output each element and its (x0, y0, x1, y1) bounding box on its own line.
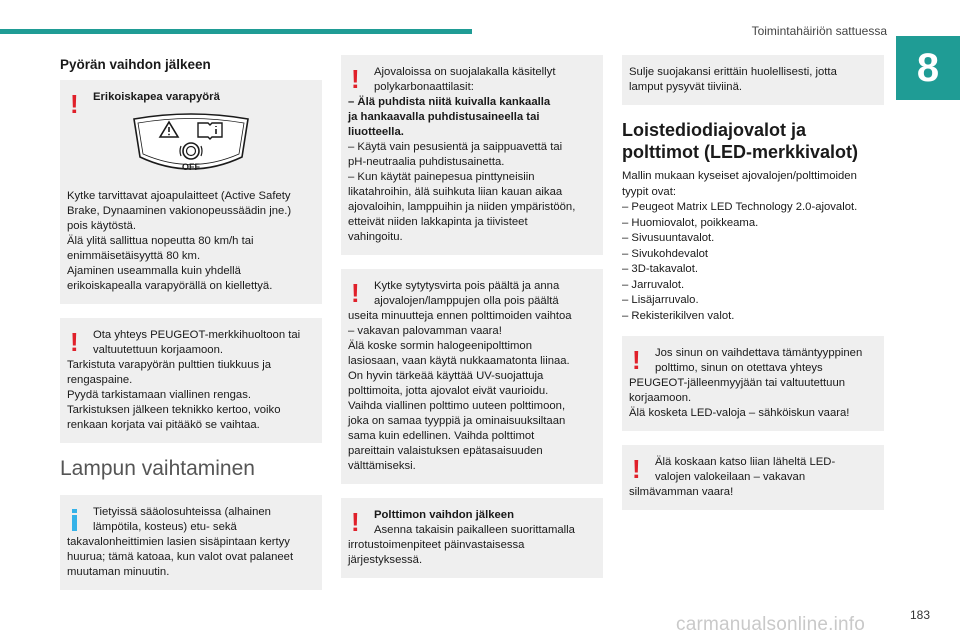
text-line: erikoiskapealla varapyörällä on kiellettyä. (67, 280, 273, 292)
text-line: lasiosaan, vaan käytä nukkaamatonta liinaa. (348, 355, 570, 367)
column-2 (341, 55, 603, 592)
text-line: likatahroihin, älä suihkuta liian kauan aikaa (348, 186, 563, 198)
text-line: huurua; tämä katoaa, kun valot ovat palaneet (67, 551, 294, 563)
text-line: lamput pysyvät tiiviinä. (629, 81, 743, 93)
text-line: takavalonheittimien lasien sisäpintaan kertyy (67, 536, 290, 548)
text-line: silmävamman vaara! (629, 486, 734, 498)
heading-line: Loistediodiajovalot ja (622, 120, 807, 140)
text-line: Mallin mukaan kyseiset ajovalojen/polttimoiden (622, 170, 857, 182)
text-line: muutaman minuutin. (67, 566, 170, 578)
list-item: – Sivusuuntavalot. (622, 232, 715, 244)
warning-exclamation-icon: ! (70, 89, 79, 119)
list-item: – Sivukohdevalot (622, 247, 709, 260)
text-line: – Kun käytät painepesua pinttyneisiin (348, 171, 535, 183)
warning-exclamation-icon: ! (70, 327, 79, 357)
list-item: – Jarruvalot. (622, 278, 685, 291)
text-line: Pyydä tarkistamaan viallinen rengas. (67, 389, 251, 401)
text-line: ja hankaavalla puhdistusaineella tai (348, 111, 540, 123)
text-line: Ajovaloissa on suojalakalla käsitellyt (374, 66, 556, 78)
text-line: vahingoitu. (348, 231, 403, 243)
text-line: Jos sinun on vaihdettava tämäntyyppinen (655, 347, 863, 359)
running-header: Toimintahäiriön sattuessa (751, 24, 887, 38)
text-line: pH-neutraalia puhdistusainetta. (348, 156, 505, 168)
list-item: – Rekisterikilven valot. (622, 309, 735, 322)
text-line: joka on samaa tyyppiä ja ominaisuuksiltaan (348, 415, 566, 427)
text-line: Vaihda viallinen polttimo uuteen polttimoon, (348, 400, 566, 412)
text-line: Tarkistuta varapyörän pulttien tiukkuus ja (67, 359, 272, 371)
text-line: ajovalojen/lamppujen olla pois päältä (374, 295, 559, 307)
text-line: Ajaminen useammalla kuin yhdellä (67, 265, 241, 277)
instrument-panel-illustration (130, 111, 252, 175)
warning-box-after-bulb (341, 498, 603, 578)
text-line: Ota yhteys PEUGEOT-merkkihuoltoon tai (93, 329, 301, 341)
list-item: – Huomiovalot, poikkeama. (622, 216, 759, 229)
note-box-cover (622, 55, 884, 105)
text-line: renkaan korjata vai pitääkö se vaihtaa. (67, 419, 260, 431)
warning-box-polycarbonate (341, 55, 603, 255)
warning-exclamation-icon: ! (632, 454, 641, 484)
heading-line: polttimot (LED-merkkivalot) (622, 142, 859, 162)
text-line: Älä koskaan katso liian läheltä LED- (655, 456, 836, 468)
text-line: etteivät niiden lakkapinta ja tiivisteet (348, 216, 528, 228)
warning-box-service (60, 318, 322, 443)
text-line: Älä koske sormin halogeenipolttimon (348, 340, 532, 352)
text-line: useita minuutteja ennen polttimoiden vaihtoa (348, 310, 572, 322)
text-line: järjestyksessä. (348, 554, 423, 566)
warning-box-led-eye (622, 445, 884, 510)
info-icon (72, 509, 78, 531)
column-1 (60, 55, 322, 604)
text-line: Älä ylitä sallittua nopeutta 80 km/h tai (67, 235, 254, 247)
text-line: – Käytä vain pesusientä ja saippuavettä tai (348, 141, 563, 153)
watermark: carmanualsonline.info (676, 614, 866, 635)
text-line: valtuutettuun korjaamoon. (93, 344, 223, 356)
text-line: enimmäisetäisyyttä 80 km. (67, 250, 201, 262)
text-line: sama kuin edellinen. Vaihda polttimot (348, 430, 535, 442)
text-line: Kytke tarvittavat ajoapulaitteet (Active Safety (67, 190, 291, 202)
text-line: rengaspaine. (67, 374, 133, 386)
text-line: – vakavan palovamman vaara! (348, 325, 502, 337)
text-line: irrotustoimenpiteet päinvastaisessa (348, 539, 525, 551)
warning-exclamation-icon: ! (351, 278, 360, 308)
text-line: Kytke sytytysvirta pois päältä ja anna (374, 280, 560, 292)
off-label: OFF (182, 162, 200, 172)
warning-exclamation-icon: ! (351, 64, 360, 94)
text-line: liuotteella. (348, 126, 404, 138)
text-line: välttämiseksi. (348, 460, 416, 472)
text-line: lämpötila, kosteus) etu- sekä (93, 521, 237, 533)
text-line: tyypit ovat: (622, 185, 676, 198)
chapter-badge: 8 (896, 36, 960, 100)
list-item: – 3D-takavalot. (622, 263, 698, 275)
text-line: Tietyissä sääolosuhteissa (alhainen (93, 506, 271, 518)
box-title: Erikoiskapea varapyörä (93, 91, 220, 103)
text-line: valojen valokeilaan – vakavan (655, 471, 806, 483)
text-line: Asenna takaisin paikalleen suorittamalla (374, 524, 575, 536)
text-line: polykarbonaattilasit: (374, 81, 474, 93)
text-line: pareittain valaistuksen epätasaisuuden (348, 445, 543, 457)
warning-box-spare-wheel (60, 80, 322, 304)
text-line: Älä kosketa LED-valoja – sähköiskun vaara! (629, 407, 850, 419)
text-line: – Älä puhdista niitä kuivalla kankaalla (348, 96, 551, 108)
warning-box-led-dealer (622, 336, 884, 431)
led-types-paragraph (622, 169, 884, 324)
box-title: Polttimon vaihdon jälkeen (374, 509, 514, 521)
text-line: ajovaloihin, lamppuihin ja niiden ympäristöön, (348, 201, 576, 213)
list-item: – Lisäjarruvalo. (622, 294, 699, 306)
list-item: – Peugeot Matrix LED Technology 2.0-ajovalot. (622, 201, 858, 213)
text-line: Tarkistuksen jälkeen teknikko kertoo, voiko (67, 404, 281, 416)
text-line: Brake, Dynaaminen vakionopeussäädin jne.) (67, 205, 292, 217)
text-line: On hyvin tärkeää käyttää UV-suojattuja (348, 370, 544, 382)
section-heading-led (622, 119, 884, 163)
section-title: Lampun vaihtaminen (60, 457, 255, 480)
section-heading: Pyörän vaihdon jälkeen (60, 57, 211, 72)
text-line: PEUGEOT-jälleenmyyjään tai valtuutettuun (629, 377, 846, 389)
text-line: Sulje suojakansi erittäin huolellisesti, jotta (629, 66, 837, 78)
text-line: polttimoita, jotta ajovalot eivät vaurioidu. (348, 385, 549, 397)
text-line: korjaamoon. (629, 392, 692, 404)
column-3 (622, 55, 884, 524)
text-line: polttimo, sinun on otettava yhteys (655, 362, 823, 374)
warning-exclamation-icon: ! (351, 507, 360, 537)
warning-exclamation-icon: ! (632, 345, 641, 375)
warning-box-bulb-replacement (341, 269, 603, 484)
info-box-condensation (60, 495, 322, 590)
header-accent-bar (0, 29, 472, 34)
text-line: pois käytöstä. (67, 220, 137, 232)
page-number: 183 (909, 608, 930, 622)
